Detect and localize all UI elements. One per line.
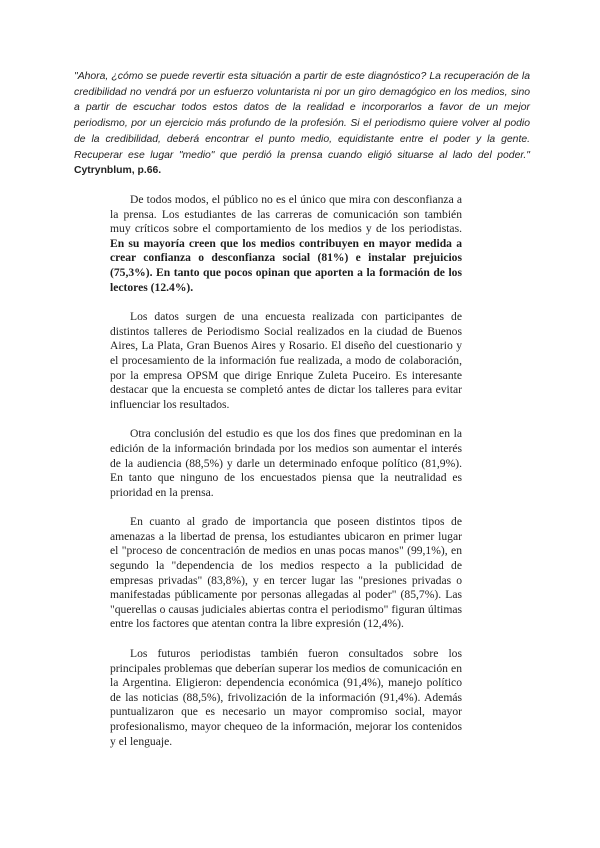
paragraph-3: Otra conclusión del estudio es que los dos fines que predominan en la edición de la información brindada por los medios son aumentar el interés de la audiencia (88,5%) y darle un determinado enfoque político (81,9%). En tanto que ninguno de los encuestados piensa que la neutralidad es prioridad en la prensa. — [110, 427, 462, 499]
quote-text: "Ahora, ¿cómo se puede revertir esta situación a partir de este diagnóstico? La recuperación de la credibilidad no vendrá por un esfuerzo voluntarista ni por un giro demagógico en los medios, sino a partir de escuchar todos estos datos de la realidad e incorporarlos a favor de un mejor periodismo, por un ejercicio más profundo de la profesión. Si el periodismo quiere volver al podio de la credibilidad, deberá encontrar el punto medio, equidistante entre el poder y la gente. Recuperar ese lugar "medio" que perdió la prensa cuando eligió situarse al lado del poder." — [74, 71, 530, 161]
paragraph-5: Los futuros periodistas también fueron consultados sobre los principales problemas que deberían superar los medios de comunicación en la Argentina. Eligieron: dependencia económica (91,4%), manejo político de las noticias (88,5%), frivolización de la información (91,4%). Además puntualizaron que es necesario un mayor compromiso social, mayor profesionalismo, mayor chequeo de la información, mejorar los contenidos y el lenguaje. — [110, 647, 462, 748]
scanned-book-excerpt — [110, 193, 462, 764]
paragraph-1 — [110, 193, 462, 295]
paragraph-2: Los datos surgen de una encuesta realizada con participantes de distintos talleres de Periodismo Social realizados en la ciudad de Buenos Aires, La Plata, Gran Buenos Aires y Rosario. El diseño del cuestionario y el procesamiento de la información fue realizada, a modo de colaboración, por la empresa OPSM que dirige Enrique Zuleta Puceiro. Es interesante destacar que la encuesta se completó antes de dictar los talleres para evitar influenciar los resultados. — [110, 310, 462, 411]
paragraph-1-text: De todos modos, el público no es el único que mira con desconfianza a la prensa. Los estudiantes de las carreras de comunicación son también muy críticos sobre el comportamiento de los medios y de los periodistas. — [110, 193, 462, 236]
paragraph-1-bold-1: En su mayoría creen que los medios contribuyen en mayor medida a crear confianza o desconfianza social (81%) e instalar prejuicios (75,3%). — [110, 236, 462, 279]
paragraph-1-bold-2: En tanto que pocos opinan que aporten a la formación de los lectores (12.4%). — [110, 265, 462, 294]
quote-citation: Cytrynblum, p.66. — [74, 165, 162, 177]
paragraph-4: En cuanto al grado de importancia que poseen distintos tipos de amenazas a la libertad de prensa, los estudiantes ubicaron en primer lugar el "proceso de concentración de medios en unas pocas manos" (99,1%), en segundo la "dependencia de los medios respecto a la publicidad de empresas privadas" (83,8%), y en tercer lugar las "presiones privadas o manifestadas públicamente por personas allegadas al poder" (85,7%). Las "querellas o causas judiciales abiertas contra el periodismo" figuran últimas entre los factores que atentan contra la libre expresión (12,4%). — [110, 515, 462, 631]
quote-block — [74, 69, 530, 179]
